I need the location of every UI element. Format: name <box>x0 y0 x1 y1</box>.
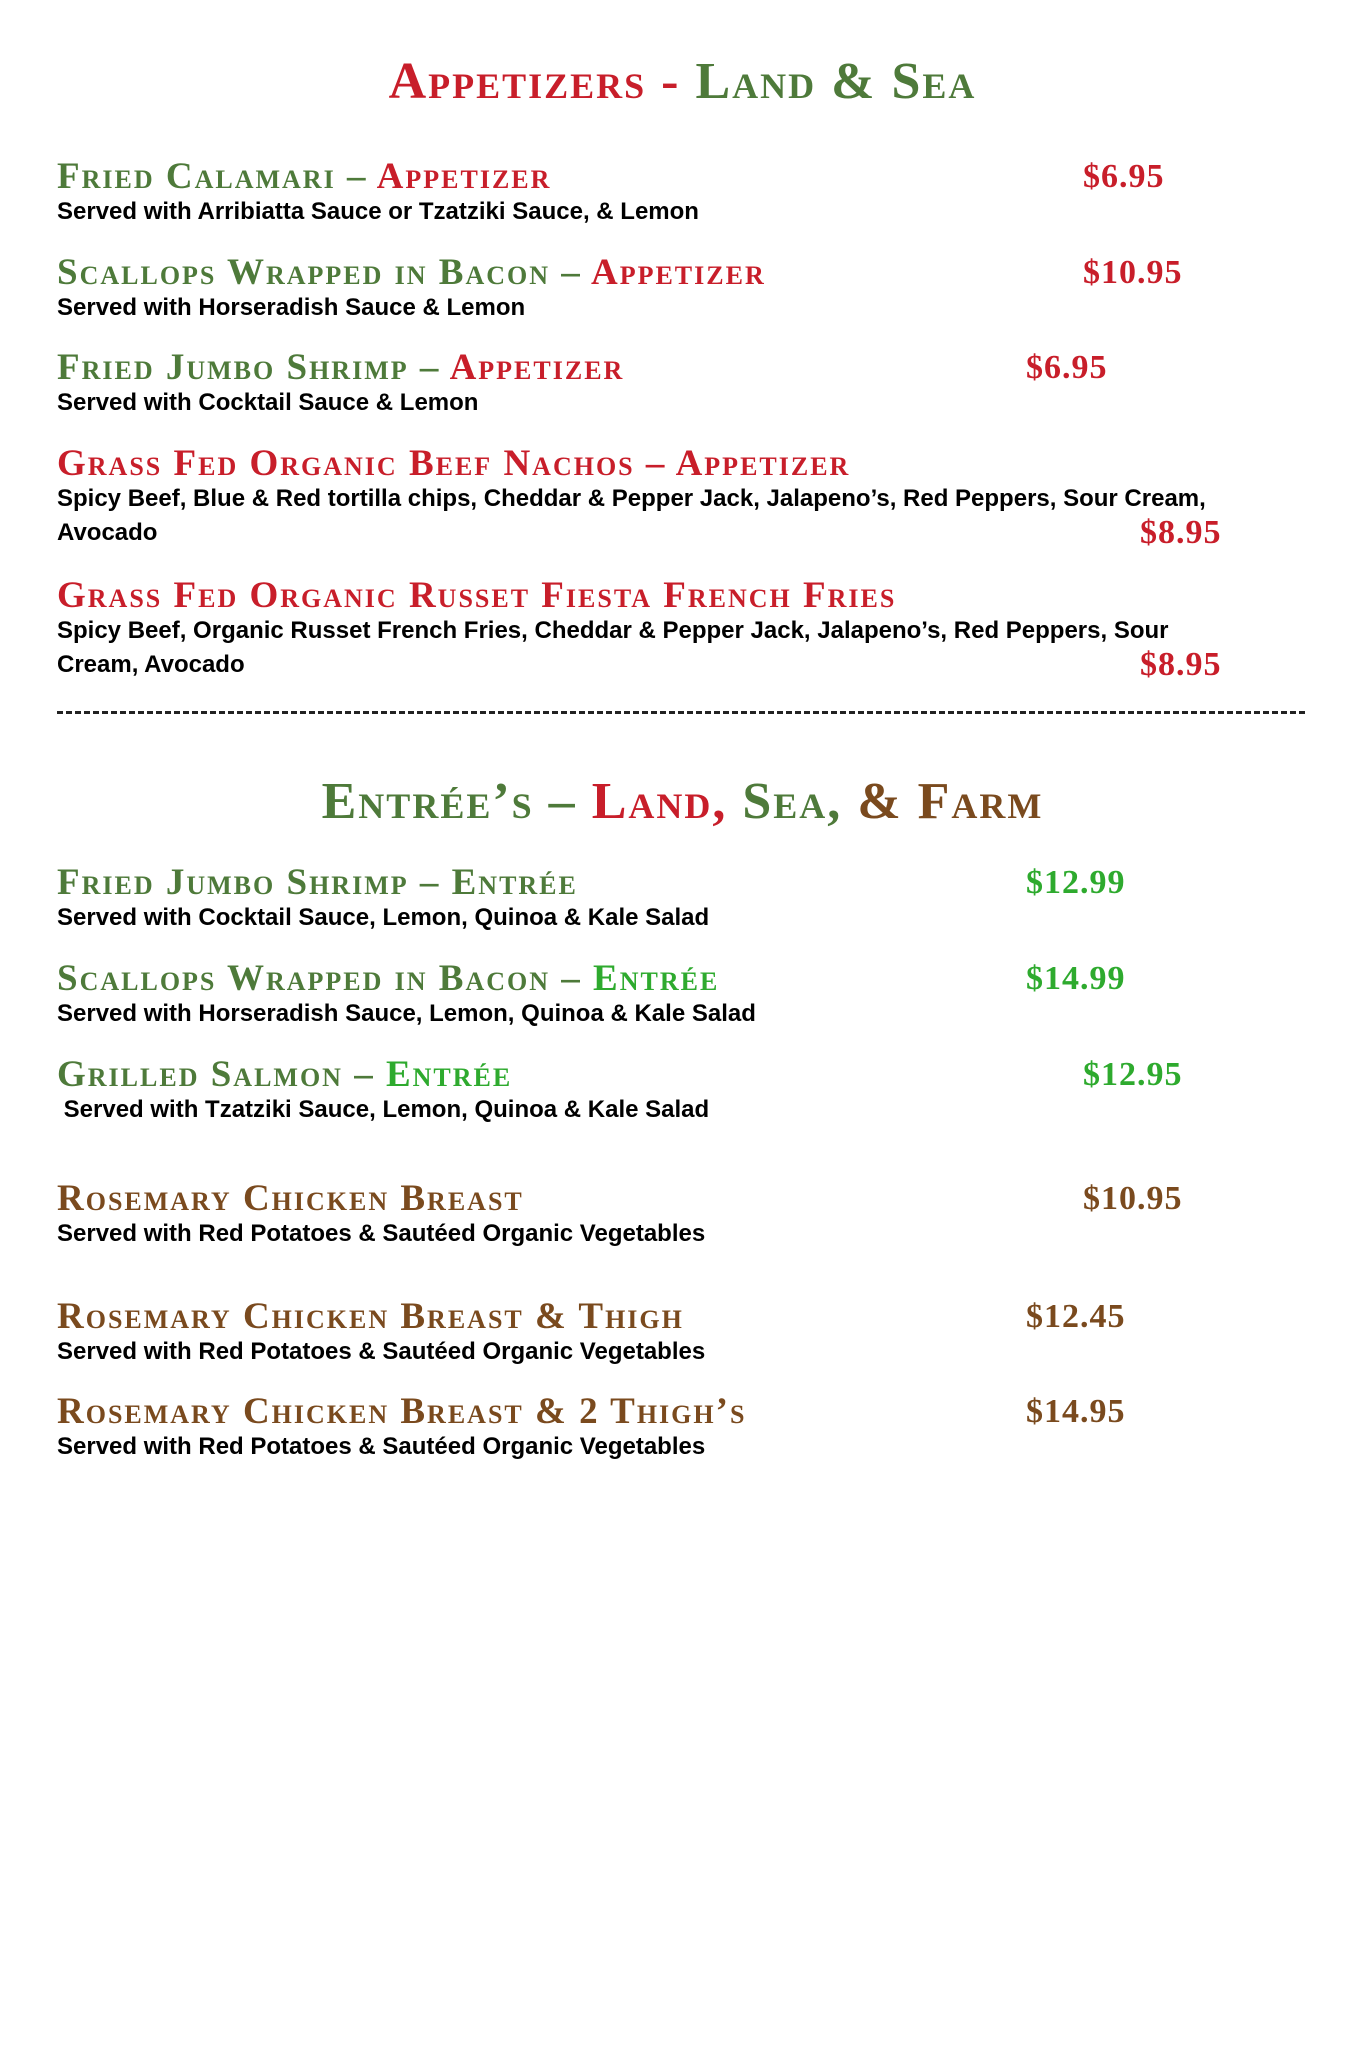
entree-4-price: $10.95 <box>1083 1180 1183 1217</box>
appetizers-title-part2: Land & Sea <box>695 53 977 110</box>
appetizer-3-name-tag: Appetizer <box>449 347 625 388</box>
appetizer-5-price: $8.95 <box>1140 646 1222 683</box>
appetizer-2-name-main: Scallops Wrapped in Bacon – <box>57 252 591 293</box>
appetizer-4-name: Grass Fed Organic Beef Nachos – Appetizer <box>57 443 851 484</box>
appetizer-5-description-line1: Spicy Beef, Organic Russet French Fries, Cheddar & Pepper Jack, Jalapeno’s, Red Peppers, Sour <box>57 617 1169 644</box>
entree-4-description: Served with Red Potatoes & Sautéed Organic Vegetables <box>57 1220 706 1247</box>
entree-2-name-main: Scallops Wrapped in Bacon – <box>57 958 594 999</box>
appetizer-2-description: Served with Horseradish Sauce & Lemon <box>57 294 526 321</box>
entree-5-name: Rosemary Chicken Breast & Thigh <box>57 1296 684 1337</box>
appetizer-2-name-tag: Appetizer <box>590 252 766 293</box>
appetizer-4-description-line2: Avocado <box>57 519 158 546</box>
entree-4-name: Rosemary Chicken Breast <box>57 1178 524 1219</box>
appetizer-1-name-tag: Appetizer <box>376 156 552 197</box>
entree-6-description: Served with Red Potatoes & Sautéed Organic Vegetables <box>57 1433 706 1460</box>
appetizer-2-price: $10.95 <box>1083 254 1183 291</box>
appetizer-1-name <box>57 157 551 197</box>
entree-2-name-tag: Entrée <box>593 958 720 999</box>
entree-3-name-main: Grilled Salmon – <box>57 1054 386 1095</box>
appetizer-3-name <box>57 348 624 388</box>
entree-3-price: $12.95 <box>1083 1056 1183 1093</box>
appetizer-1-price: $6.95 <box>1083 158 1165 195</box>
section-divider <box>57 711 1305 714</box>
entree-2-price: $14.99 <box>1026 960 1126 997</box>
entree-2-name <box>57 959 719 999</box>
entrees-title-part2: Land, <box>591 773 743 830</box>
entree-1-description: Served with Cocktail Sauce, Lemon, Quinoa & Kale Salad <box>57 904 710 931</box>
appetizer-5-name: Grass Fed Organic Russet Fiesta French Fries <box>57 575 897 616</box>
appetizer-2-name <box>57 253 766 293</box>
appetizer-1-name-main: Fried Calamari – <box>57 156 377 197</box>
entree-6-name: Rosemary Chicken Breast & 2 Thigh’s <box>57 1391 747 1432</box>
entrees-title <box>0 772 1365 831</box>
appetizer-4-price: $8.95 <box>1140 514 1222 551</box>
entree-1-price: $12.99 <box>1026 864 1126 901</box>
entree-6-price: $14.95 <box>1026 1393 1126 1430</box>
entree-1-name: Fried Jumbo Shrimp – Entrée <box>57 862 578 903</box>
appetizer-3-name-main: Fried Jumbo Shrimp – <box>57 347 450 388</box>
entree-5-price: $12.45 <box>1026 1298 1126 1335</box>
appetizers-title-part1: Appetizers - <box>388 53 696 110</box>
entree-3-name <box>57 1055 512 1095</box>
appetizer-3-description: Served with Cocktail Sauce & Lemon <box>57 389 479 416</box>
entree-5-description: Served with Red Potatoes & Sautéed Organic Vegetables <box>57 1338 706 1365</box>
appetizer-1-description: Served with Arribiatta Sauce or Tzatziki Sauce, & Lemon <box>57 198 699 225</box>
entrees-title-part4: & Farm <box>857 773 1044 830</box>
entrees-title-part3: Sea, <box>742 773 858 830</box>
appetizer-5-description-line2: Cream, Avocado <box>57 651 245 678</box>
appetizers-title <box>0 52 1365 111</box>
appetizer-3-price: $6.95 <box>1026 349 1108 386</box>
appetizer-4-description-line1: Spicy Beef, Blue & Red tortilla chips, Cheddar & Pepper Jack, Jalapeno’s, Red Peppers, Sour Cream, <box>57 485 1206 512</box>
entree-2-description: Served with Horseradish Sauce, Lemon, Quinoa & Kale Salad <box>57 1000 756 1027</box>
entree-3-name-tag: Entrée <box>385 1054 513 1095</box>
entrees-title-part1: Entrée’s – <box>321 773 592 830</box>
entree-3-description: Served with Tzatziki Sauce, Lemon, Quinoa & Kale Salad <box>57 1096 710 1123</box>
